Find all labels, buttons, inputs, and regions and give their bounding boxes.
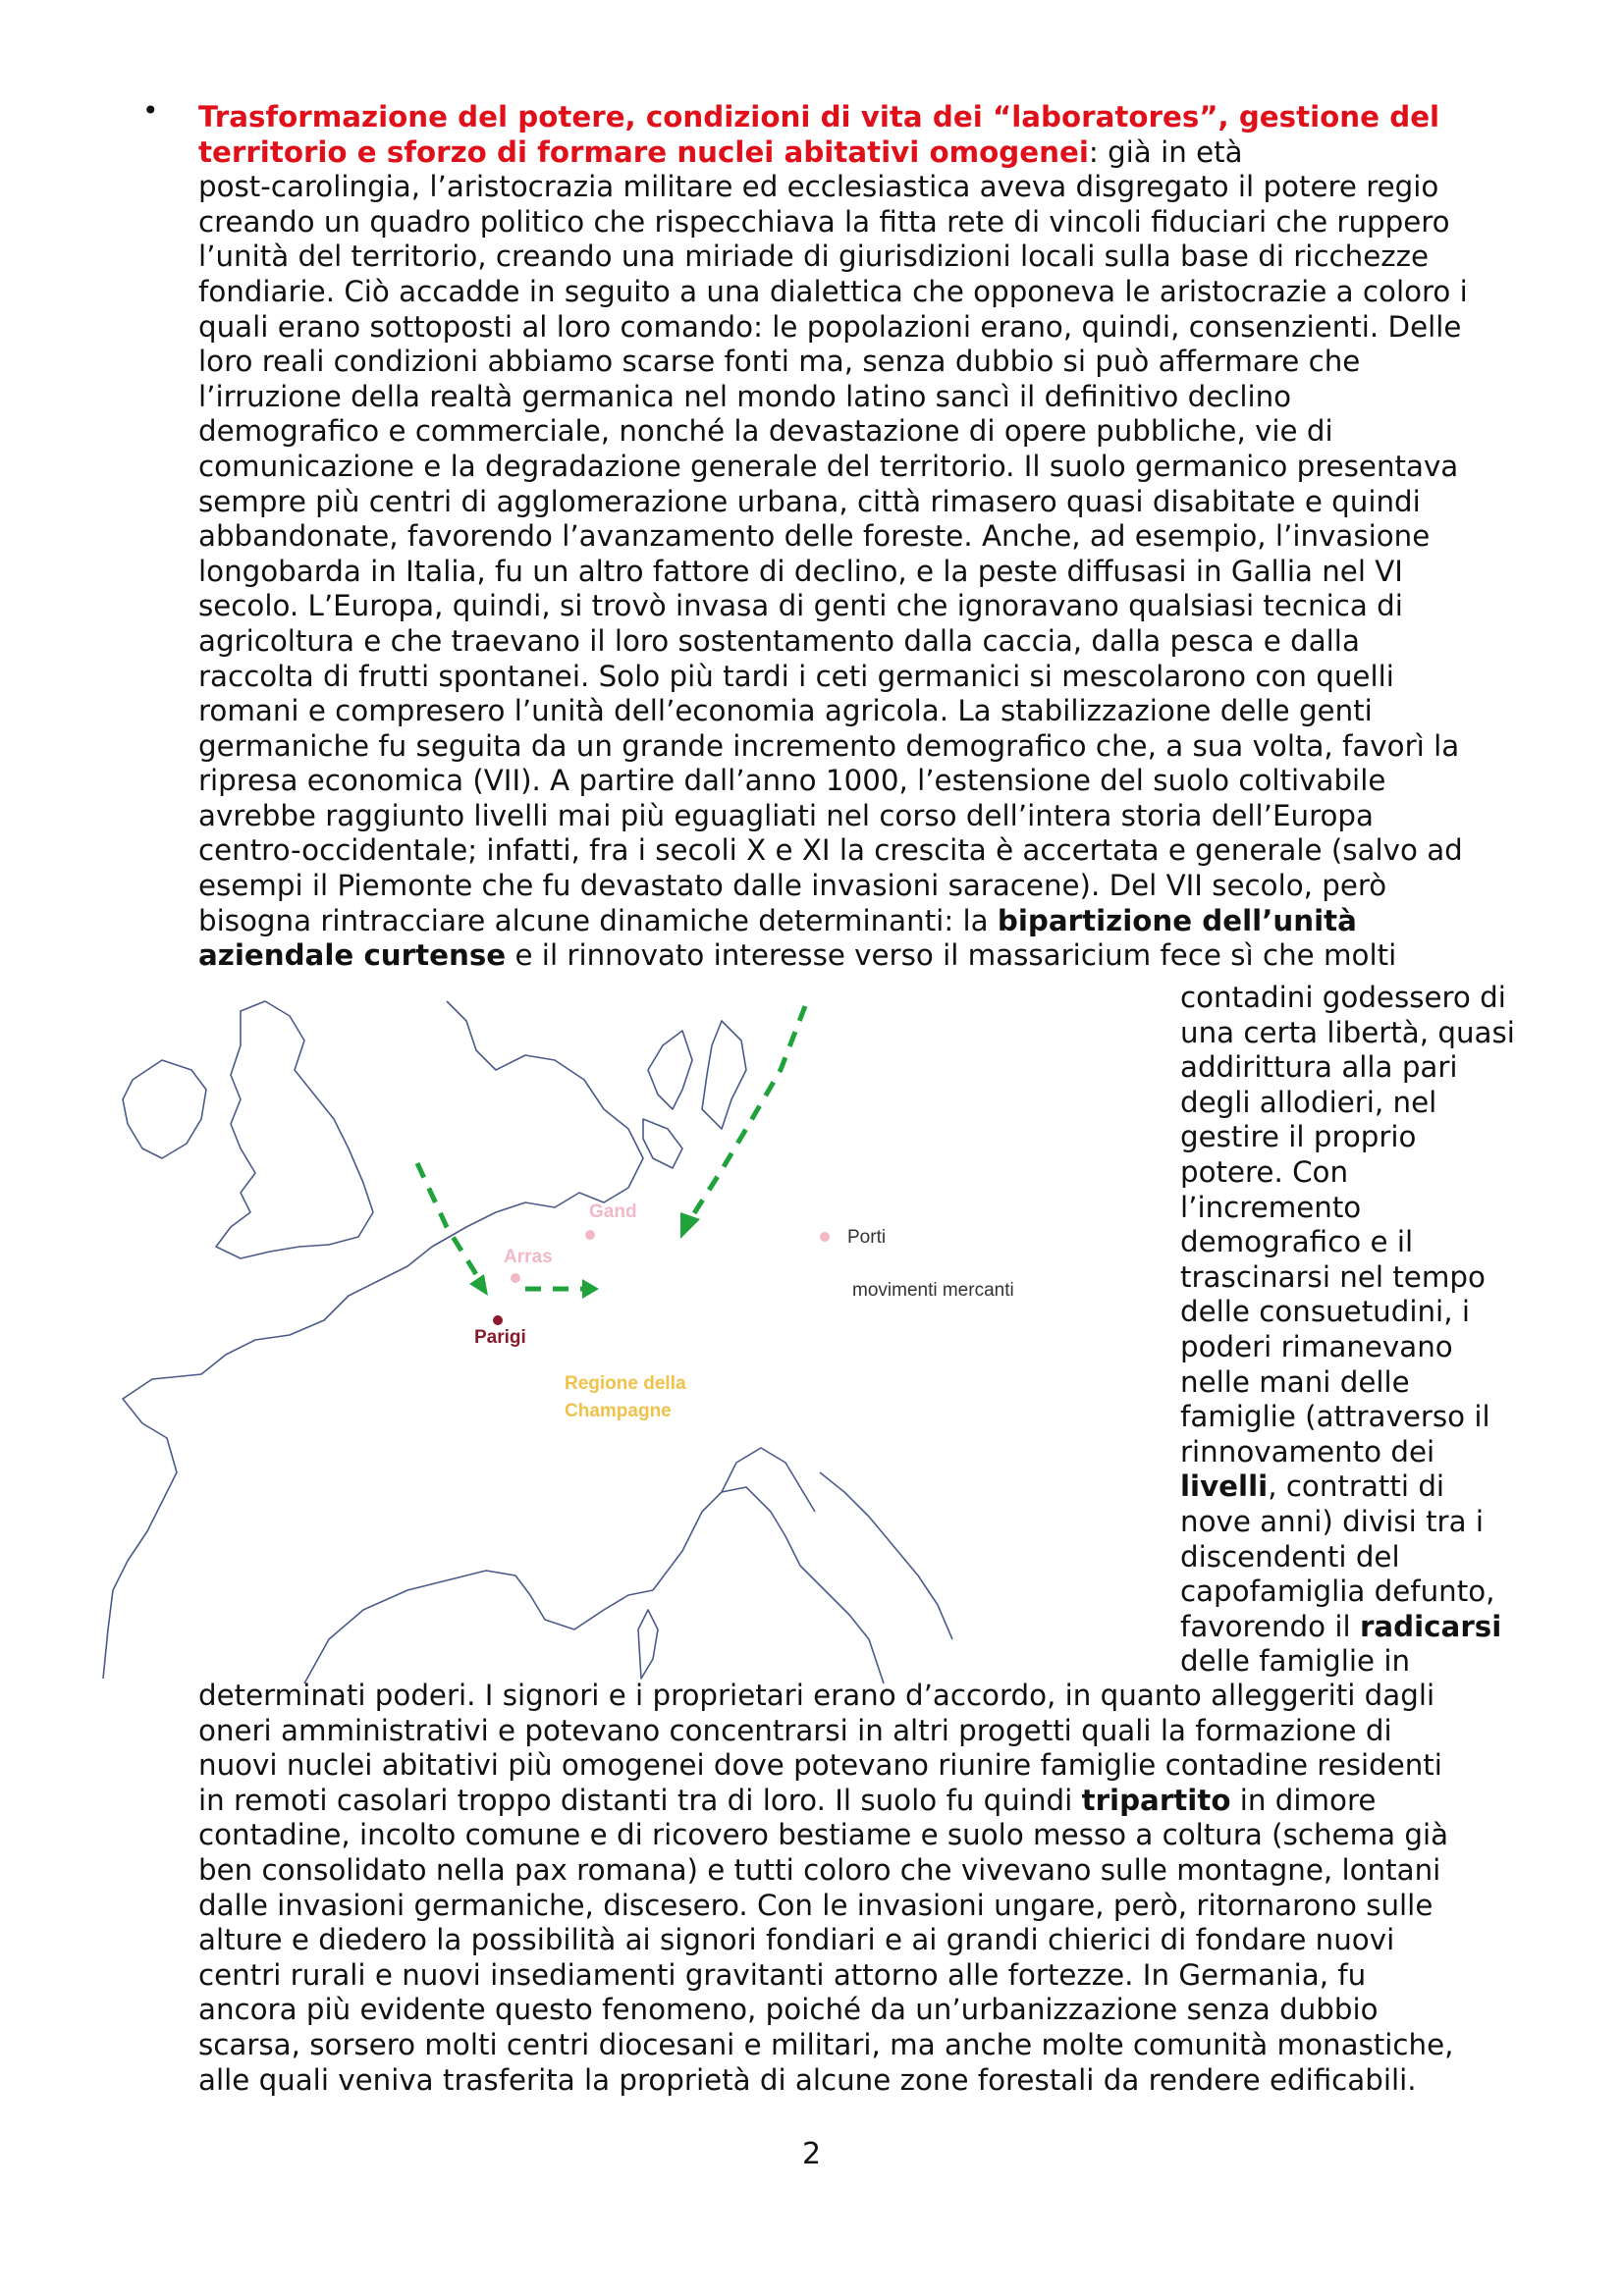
bold-term: tripartito	[1081, 1783, 1231, 1817]
city-dot-arras	[511, 1273, 520, 1283]
body-text: , contratti di	[1268, 1469, 1445, 1504]
text-line	[198, 135, 1553, 171]
text-line	[198, 380, 1553, 415]
text-line	[198, 1818, 1553, 1853]
text-line	[198, 1993, 1553, 2028]
body-text: contadini godessero di	[1180, 981, 1506, 1014]
text-line	[1180, 1225, 1553, 1260]
body-text: comunicazione e la degradazione generale del territorio. Il suolo germanico presentava	[198, 449, 1459, 483]
text-line	[198, 345, 1553, 380]
body-text: poderi rimanevano	[1180, 1329, 1453, 1363]
body-text: delle famiglie in	[1180, 1644, 1411, 1679]
route-arrow-baltic-gand	[687, 1006, 805, 1224]
coastlines	[103, 1001, 952, 1683]
city-dot-parigi	[493, 1315, 503, 1325]
text-line	[1180, 1610, 1553, 1645]
body-text: nove anni) divisi tra i	[1180, 1504, 1485, 1538]
text-line	[198, 589, 1553, 624]
text-line	[198, 1714, 1553, 1749]
text-line	[198, 694, 1553, 729]
text-line	[198, 799, 1553, 834]
body-text: potere. Con	[1180, 1154, 1349, 1189]
text-line	[1180, 1295, 1553, 1330]
bold-term: livelli	[1180, 1469, 1269, 1504]
body-text: dalle invasioni germaniche, discesero. Con le invasioni ungare, però, ritornarono sulle	[198, 1888, 1434, 1922]
body-text: rinnovamento dei	[1180, 1434, 1435, 1468]
page-number: 2	[801, 2137, 822, 2171]
body-text: oneri amministrativi e potevano concentrarsi in altri progetti quali la formazione di	[198, 1713, 1392, 1747]
text-line	[198, 729, 1553, 765]
body-text: e il rinnovato interesse verso il massaricium fece sì che molti	[506, 938, 1397, 973]
text-line	[1180, 1365, 1553, 1401]
body-text: secolo. L’Europa, quindi, si trovò invasa di genti che ignoravano qualsiasi tecnica di	[198, 589, 1403, 623]
legend-moves-label: movimenti mercanti	[852, 1280, 1014, 1301]
city-label-gand: Gand	[589, 1201, 637, 1222]
map-cities	[493, 1230, 830, 1325]
body-text: agricoltura e che traevano il loro sostentamento dalla caccia, dalla pesca e dalla	[198, 623, 1360, 658]
body-text: delle consuetudini, i	[1180, 1295, 1470, 1329]
body-text: bisogna rintracciare alcune dinamiche determinanti: la	[198, 903, 998, 937]
text-line	[1180, 1505, 1553, 1540]
region-label-line1: Regione della	[565, 1373, 686, 1394]
legend-port-dot	[820, 1232, 830, 1242]
body-text: demografico e il	[1180, 1225, 1414, 1259]
body-text: gestire il proprio	[1180, 1120, 1417, 1154]
body-text: ben consolidato nella pax romana) e tutti coloro che vivevano sulle montagne, lontani	[198, 1852, 1441, 1887]
body-text: loro reali condizioni abbiamo scarse fonti ma, senza dubbio si può affermare che	[198, 345, 1361, 379]
body-text: sempre più centri di agglomerazione urbana, città rimasero quasi disabitate e quindi	[198, 484, 1421, 518]
text-line	[1180, 1260, 1553, 1296]
text-line	[198, 1784, 1553, 1819]
body-text: discendenti del	[1180, 1539, 1400, 1574]
text-line	[198, 869, 1553, 904]
text-line	[198, 450, 1553, 485]
body-text: l’irruzione della realtà germanica nel mondo latino sancì il definitivo declino	[198, 379, 1292, 413]
text-line	[1180, 981, 1553, 1016]
text-line	[198, 100, 1553, 135]
text-line	[1180, 1050, 1553, 1086]
body-text: trascinarsi nel tempo	[1180, 1259, 1486, 1294]
text-line	[198, 624, 1553, 660]
text-line	[1180, 1330, 1553, 1365]
body-text: creando un quadro politico che rispecchiava la fitta rete di vincoli fiduciari che ruppero	[198, 204, 1450, 239]
body-text: esempi il Piemonte che fu devastato dalle invasioni saracene). Del VII secolo, però	[198, 869, 1387, 903]
text-line	[1180, 1191, 1553, 1226]
text-line	[1180, 1540, 1553, 1575]
body-text: centro-occidentale; infatti, fra i secoli X e XI la crescita è accertata e generale (salvo ad	[198, 833, 1463, 868]
text-line	[198, 833, 1553, 869]
text-line	[198, 660, 1553, 695]
body-text: abbandonate, favorendo l’avanzamento delle foreste. Anche, ad esempio, l’invasione	[198, 519, 1431, 554]
body-text: raccolta di frutti spontanei. Solo più tardi i ceti germanici si mescolarono con quelli	[198, 659, 1394, 693]
text-line	[198, 310, 1553, 346]
body-text: in dimore	[1230, 1783, 1377, 1817]
text-line	[198, 1889, 1553, 1924]
text-line	[1180, 1469, 1553, 1505]
paragraph-bottom	[198, 1679, 1553, 2098]
body-text: contadine, incolto comune e di ricovero bestiame e suolo messo a coltura (schema già	[198, 1818, 1449, 1852]
text-line	[198, 1748, 1553, 1784]
text-line	[1180, 1400, 1553, 1435]
text-line	[198, 519, 1553, 555]
text-line	[198, 275, 1553, 310]
text-line	[198, 485, 1553, 520]
body-text: l’unità del territorio, creando una miriade di giurisdizioni locali sulla base di ricchezze	[198, 240, 1430, 274]
body-text: centri rurali e nuovi insediamenti gravitanti attorno alle fortezze. In Germania, fu	[198, 1957, 1367, 1992]
text-line	[1180, 1120, 1553, 1155]
text-line	[1180, 1086, 1553, 1121]
body-text: degli allodieri, nel	[1180, 1085, 1437, 1119]
body-text: nuovi nuclei abitativi più omogenei dove potevano riunire famiglie contadine residenti	[198, 1748, 1442, 1783]
paragraph-side	[1180, 981, 1553, 1680]
region-label-line2: Champagne	[565, 1401, 672, 1421]
body-text: nelle mani delle	[1180, 1364, 1410, 1399]
body-text: addirittura alla pari	[1180, 1050, 1458, 1085]
bullet-point: •	[142, 94, 159, 127]
heading-text: territorio e sforzo di formare nuclei abitativi omogenei	[198, 134, 1089, 169]
text-line	[198, 1958, 1553, 1994]
bold-term: bipartizione dell’unità	[997, 903, 1357, 937]
body-text: longobarda in Italia, fu un altro fattore di declino, e la peste diffusasi in Gallia nel VI	[198, 554, 1403, 588]
bold-term: radicarsi	[1359, 1609, 1502, 1643]
text-line	[198, 1853, 1553, 1889]
body-text: una certa libertà, quasi	[1180, 1015, 1515, 1049]
text-line	[198, 170, 1553, 205]
bold-term: aziendale curtense	[198, 938, 507, 973]
city-label-arras: Arras	[504, 1247, 553, 1267]
legend-ports-label: Porti	[847, 1227, 887, 1248]
text-line	[198, 414, 1553, 450]
text-line	[198, 1679, 1553, 1714]
body-text: alture e diedero la possibilità ai signori fondiari e ai grandi chierici di fondare nuovi	[198, 1923, 1395, 1957]
text-line	[198, 240, 1553, 275]
city-label-parigi: Parigi	[474, 1327, 526, 1348]
text-line	[198, 904, 1553, 939]
body-text: famiglie (attraverso il	[1180, 1400, 1490, 1434]
body-text: quali erano sottoposti al loro comando: le popolazioni erano, quindi, consenzienti. Delle	[198, 309, 1462, 344]
body-text: capofamiglia defunto,	[1180, 1575, 1495, 1609]
body-text: in remoti casolari troppo distanti tra di loro. Il suolo fu quindi	[198, 1783, 1082, 1817]
body-text: ancora più evidente questo fenomeno, poiché da un’urbanizzazione senza dubbio	[198, 1993, 1379, 2027]
text-line	[1180, 1016, 1553, 1051]
route-arrow-england-paris	[417, 1163, 479, 1279]
body-text: l’incremento	[1180, 1190, 1362, 1224]
text-line	[198, 938, 1553, 974]
body-text: romani e compresero l’unità dell’economia agricola. La stabilizzazione delle genti	[198, 694, 1373, 728]
text-line	[198, 2028, 1553, 2063]
text-line	[198, 555, 1553, 590]
body-text: avrebbe raggiunto livelli mai più eguagliati nel corso dell’intera storia dell’Europa	[198, 798, 1374, 832]
body-text: determinati poderi. I signori e i proprietari erano d’accordo, in quanto alleggeriti dagli	[198, 1679, 1435, 1712]
body-text: post-carolingia, l’aristocrazia militare ed ecclesiastica aveva disgregato il potere regio	[198, 170, 1439, 204]
text-line	[1180, 1575, 1553, 1610]
text-line	[198, 2063, 1553, 2099]
body-text: alle quali veniva trasferita la proprietà di alcune zone forestali da rendere edificabili.	[198, 2062, 1417, 2097]
text-line	[198, 1923, 1553, 1958]
body-text: fondiarie. Ciò accadde in seguito a una dialettica che opponeva le aristocrazie a coloro i	[198, 274, 1468, 308]
body-text: scarsa, sorsero molti centri diocesani e militari, ma anche molte comunità monastiche,	[198, 2027, 1454, 2061]
trade-map	[93, 1001, 1014, 1683]
city-dot-gand	[585, 1230, 595, 1240]
paragraph-top	[198, 100, 1553, 974]
text-line	[198, 205, 1553, 240]
body-text: ripresa economica (VII). A partire dall’anno 1000, l’estensione del suolo coltivabile	[198, 764, 1386, 798]
body-text: : già in età	[1088, 134, 1243, 169]
heading-text: Trasformazione del potere, condizioni di vita dei “laboratores”, gestione del	[198, 100, 1440, 133]
body-text: favorendo il	[1180, 1609, 1360, 1643]
body-text: germaniche fu seguita da un grande incremento demografico che, a sua volta, favorì la	[198, 728, 1460, 763]
body-text: demografico e commerciale, nonché la devastazione di opere pubbliche, vie di	[198, 414, 1333, 449]
text-line	[1180, 1435, 1553, 1470]
text-line	[1180, 1644, 1553, 1680]
text-line	[1180, 1155, 1553, 1191]
text-line	[198, 764, 1553, 799]
